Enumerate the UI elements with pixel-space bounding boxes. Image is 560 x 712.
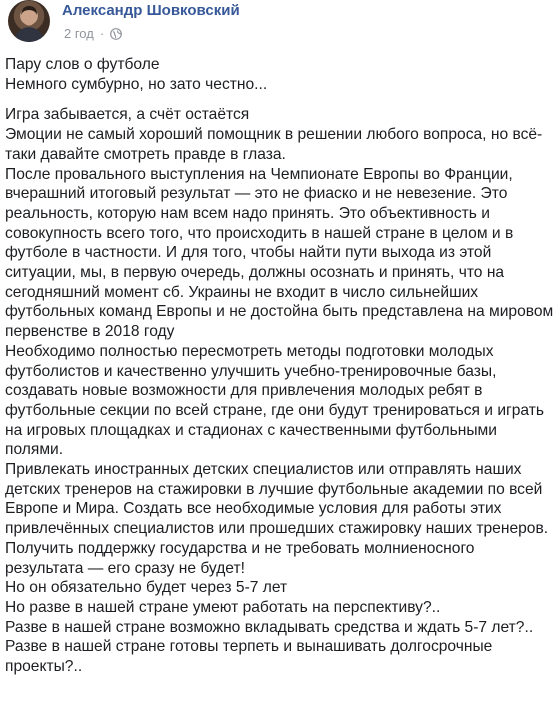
post-paragraph: Пару слов о футболе — [5, 56, 160, 73]
post-paragraph: Разве в нашей стране готовы терпеть и вынашивать долгосрочные проекты?.. — [5, 638, 493, 676]
author-avatar[interactable] — [8, 0, 50, 42]
post-timestamp[interactable]: 2 год — [64, 26, 94, 41]
avatar-photo-icon — [8, 0, 50, 42]
author-name-link[interactable]: Александр Шовковский — [62, 2, 240, 19]
post-paragraph: Эмоции не самый хороший помощник в решении любого вопроса, но всё-таки давайте смотреть правде в глаза. — [5, 126, 543, 163]
post-paragraph: Немного сумбурно, но зато честно... — [5, 75, 268, 93]
post-paragraph: После провального выступления на Чемпионате Европы во Франции, вчерашний итоговый результат — это не фиаско и не невезение. Это реальность, которую нам всем надо принять. Это объективность и совокупность всего того, что происходить в нашей стране в целом и в футболе в частности. И для того, чтобы найти пути выхода из этой ситуации, мы, в первую очередь, должны осознать и принять, что на сегодняшний момент сб. Украины не входит в число сильнейших футбольных команд Европы и не достойна быть представлена на мировом первенстве в 2018 году — [5, 165, 554, 341]
post-header — [8, 0, 552, 48]
post-paragraph: Но он обязательно будет через 5-7 лет — [5, 579, 288, 597]
post-paragraph: Но разве в нашей стране умеют работать на перспективу?.. — [5, 598, 441, 616]
post-paragraph: Разве в нашей стране возможно вкладывать средства и ждать 5-7 лет?.. — [5, 618, 534, 636]
post-paragraph: Игра забывается, а счёт остаётся — [5, 106, 250, 124]
globe-icon[interactable] — [110, 28, 122, 40]
post-paragraph: Необходимо полностью пересмотреть методы подготовки молодых футболистов и качественно улучшить учебно-тренировочные базы, создавать новые возможности для привлечения молодых ребят в футбольные секции по всей стране, где они будут тренироваться и играть на игровых площадках и стадионах с качественными футбольными полями. — [5, 342, 544, 459]
post-body — [5, 55, 555, 677]
post-paragraph: Привлекать иностранных детских специалистов или отправлять наших детских тренеров на стажировки в лучшие футбольные академии по всей Европе и Мира. Создать все необходимые условия для работы этих привлечённых специалистов или прошедших стажировку наших тренеров. Получить поддержку государства и не требовать молниеносного результата — его сразу не будет! — [5, 461, 549, 577]
post-meta — [64, 26, 122, 41]
meta-separator: · — [99, 26, 105, 41]
